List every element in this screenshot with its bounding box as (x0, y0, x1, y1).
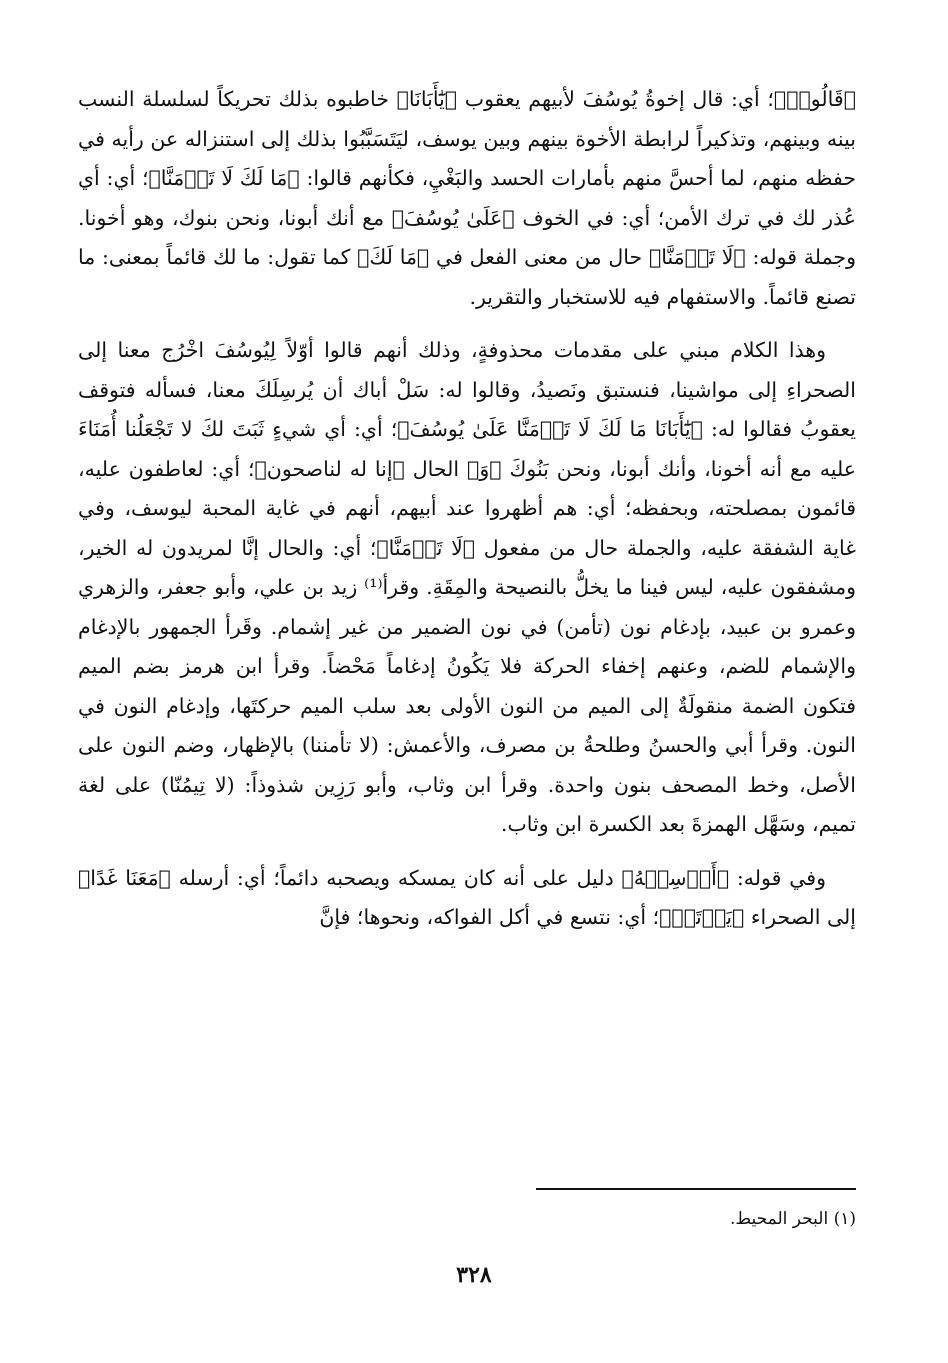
paragraph-2: وهذا الكلام مبني على مقدمات محذوفةٍ، وذلك أنهم قالوا أوّلاً لِيُوسُفَ اخْرُج معنا إلى الصحراءِ إلى مواشينا، فنستبق ونَصيدُ، وقالوا له: سَلْ أباك أن يُرسِلَكَ معنا، فسأله فتوقف يعقوبُ فقالوا له: ﴿يَٰٓأَبَانَا مَا لَكَ لَا تَأۡمَنَّا عَلَىٰ يُوسُفَ﴾؛ أي: أي شيءٍ ثَبَتَ لكَ لا تَجْعَلُنا أُمَنَاءَ عليه مع أنه أخونا، وأنك أبونا، ونحن بَنُوكَ ﴿وَ﴾ الحال ﴿إنا له لناصحون﴾؛ أي: لعاطفون عليه، قائمون بمصلحته، وبحفظه؛ أي: هم أظهروا عند أبيهم، أنهم في غاية المحبة ليوسف، وفي غاية الشفقة عليه، والجملة حال من مفعول ﴿لَا تَأۡمَنَّا﴾؛ أي: والحال إنَّا لمريدون له الخير، ومشفقون عليه، ليس فينا ما يخلُّ بالنصيحة والمِقَةِ. وقرأ⁽¹⁾ زيد بن علي، وأبو جعفر، والزهري وعمرو بن عبيد، بإدغام نون (تأمن) في نون الضمير من غير إشمام. وقَرأ الجمهور بالإدغام والإشمام للضم، وعنهم إخفاء الحركة فلا يَكُونُ إدغاماً مَحْضاً. وقرأ ابن هرمز بضم الميم فتكون الضمة منقولَةٌ إلى الميم من النون الأولى بعد سلب الميم حركتَها، وإدغام النون في النون. وقرأ أبي والحسنُ وطلحةُ بن مصرف، والأعمش: (لا تأمننا) بالإظهار، وضم النون على الأصل، وخط المصحف بنون واحدة. وقرأ ابن وثاب، وأبو رَزِين شذوذاً: (لا تِيمُنّا) على لغة تميم، وسَهَّل الهمزةَ بعد الكسرة ابن وثاب. (78, 338, 856, 836)
footnote: (١) البحر المحيط. (730, 1209, 856, 1229)
page-number: ٣٢٨ (456, 1262, 492, 1288)
paragraph-3: وفي قوله: ﴿أَرۡسِلۡهُ﴾ دليل على أنه كان يمسكه ويصحبه دائماً؛ أي: أرسله ﴿مَعَنَا غَدًا﴾ إلى الصحراء ﴿يَرۡتَعۡ﴾؛ أي: نتسع في أكل الفواكه، ونحوها؛ فإنَّ (78, 865, 856, 929)
page-body (78, 80, 856, 938)
paragraph-1: ﴿قَالُوا۟﴾؛ أي: قال إخوةُ يُوسُفَ لأبيهم يعقوب ﴿يَٰٓأَبَانَا﴾ خاطبوه بذلك تحريكاً لسلسلة النسب بينه وبينهم، وتذكيراً لرابطة الأخوة بينهم وبين يوسف، ليَتَسَبَّبُوا بذلك إلى استنزاله عن رأيه في حفظه منهم، لما أحسَّ منهم بأمارات الحسد والبَغْيِ، فكأنهم قالوا: ﴿مَا لَكَ لَا تَأۡمَنَّا﴾؛ أي: أي عُذر لك في ترك الأمن؛ أي: في الخوف ﴿عَلَىٰ يُوسُفَ﴾ مع أنك أبونا، ونحن بنوك، وهو أخونا. وجملة قوله: ﴿لَا تَأۡمَنَّا﴾ حال من معنى الفعل في ﴿مَا لَكَ﴾ كما تقول: ما لك قائماً بمعنى: ما تصنع قائماً. والاستفهام فيه للاستخبار والتقرير. (78, 87, 856, 309)
footnote-divider (536, 1188, 856, 1190)
